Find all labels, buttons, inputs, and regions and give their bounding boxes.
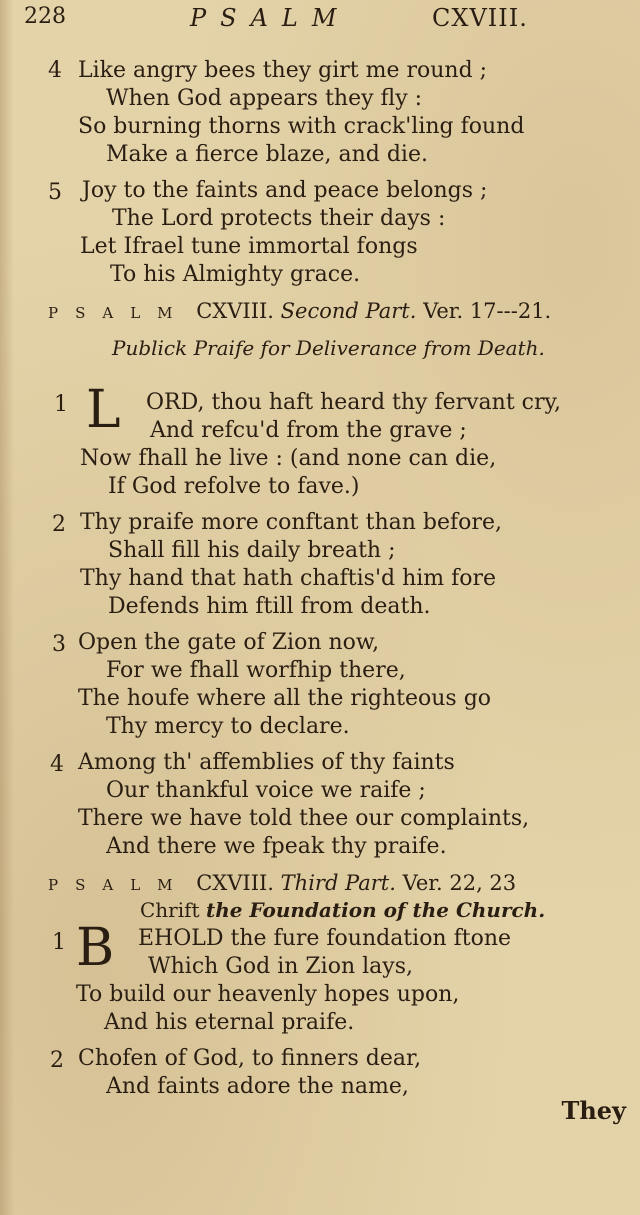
subtitle-plain: Chrift (140, 898, 200, 922)
verse-line: When God appears they fly : (106, 86, 423, 111)
verse-line: Let Ifrael tune immortal fongs (80, 234, 418, 259)
verse-line: Which God in Zion lays, (148, 954, 413, 979)
section-subtitle (140, 898, 545, 922)
psalm-number-header: CXVIII. (432, 4, 528, 32)
section-subtitle: Publick Praife for Deliverance from Death. (112, 336, 545, 360)
stanza-number: 1 (52, 930, 66, 955)
verse-line: Chofen of God, to finners dear, (78, 1046, 422, 1071)
heading-number: CXVIII. (196, 871, 274, 895)
verse-line: And there we fpeak thy praife. (106, 834, 447, 859)
stanza-number: 5 (48, 180, 62, 205)
heading-psalm: PSALM (48, 304, 190, 322)
verse-line: So burning thorns with crack'ling found (78, 114, 525, 139)
verse-line: And faints adore the name, (106, 1074, 409, 1099)
heading-psalm: PSALM (48, 876, 190, 894)
stanza-number: 2 (52, 512, 66, 537)
section-heading (48, 870, 516, 898)
subtitle-italic: the Foundation of the Church. (205, 898, 546, 922)
verse-line: And his eternal praife. (104, 1010, 355, 1035)
verse-line: To build our heavenly hopes upon, (76, 982, 460, 1007)
verse-line: Our thankful voice we raife ; (106, 778, 426, 803)
verse-line: Make a fierce blaze, and die. (106, 142, 428, 167)
stanza-number: 3 (52, 632, 66, 657)
drop-cap: L (86, 380, 121, 440)
page-number: 228 (24, 4, 66, 29)
verse-line: EHOLD the fure foundation ftone (138, 926, 512, 951)
verse-line: Now fhall he live : (and none can die, (80, 446, 497, 471)
heading-verses: Ver. 17---21. (423, 299, 552, 323)
verse-line: Like angry bees they girt me round ; (78, 58, 488, 83)
verse-line: Among th' affemblies of thy faints (78, 750, 455, 775)
verse-line: Joy to the faints and peace belongs ; (82, 178, 488, 203)
section-heading (48, 298, 551, 326)
heading-verses: Ver. 22, 23 (402, 871, 517, 895)
verse-line: If God refolve to fave.) (108, 474, 360, 499)
verse-line: There we have told thee our complaints, (78, 806, 530, 831)
verse-line: Thy hand that hath chaftis'd him fore (80, 566, 497, 591)
running-title: PSALM (190, 4, 351, 32)
verse-line: And refcu'd from the grave ; (150, 418, 467, 443)
drop-cap: B (76, 918, 115, 978)
verse-line: For we fhall worfhip there, (106, 658, 406, 683)
verse-line: The houfe where all the righteous go (78, 686, 492, 711)
verse-line: Thy mercy to declare. (106, 714, 350, 739)
verse-line: Open the gate of Zion now, (78, 630, 380, 655)
verse-line: ORD, thou haft heard thy fervant cry, (146, 390, 562, 415)
catchword: They (561, 1096, 626, 1125)
heading-part: Second Part. (280, 299, 417, 323)
stanza-number: 4 (50, 752, 64, 777)
heading-number: CXVIII. (196, 299, 274, 323)
stanza-number: 4 (48, 58, 62, 83)
verse-line: Shall fill his daily breath ; (108, 538, 396, 563)
verse-line: Thy praife more conftant than before, (80, 510, 502, 535)
verse-line: To his Almighty grace. (110, 262, 361, 287)
heading-part: Third Part. (280, 871, 396, 895)
stanza-number: 1 (54, 392, 68, 417)
stanza-number: 2 (50, 1048, 64, 1073)
verse-line: Defends him ftill from death. (108, 594, 431, 619)
verse-line: The Lord protects their days : (112, 206, 446, 231)
